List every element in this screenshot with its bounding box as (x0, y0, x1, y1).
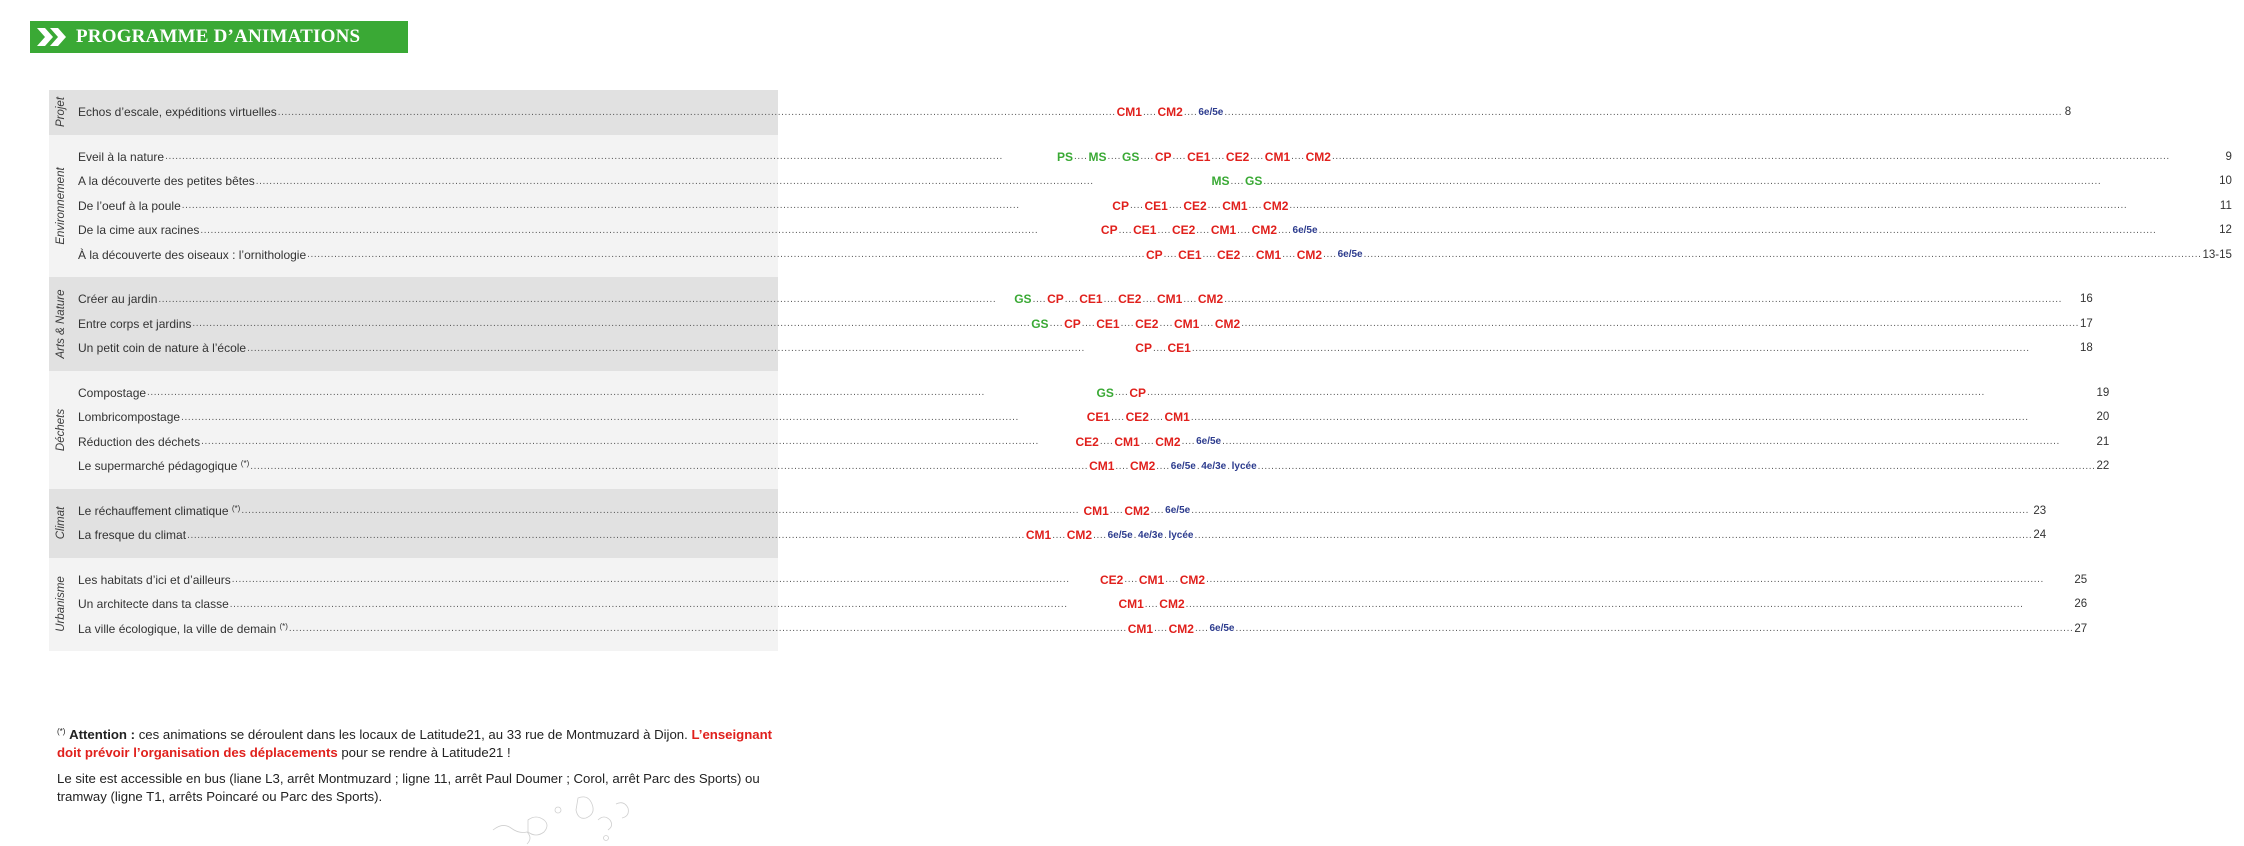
level-tag: CE1 (1187, 149, 1211, 164)
dot-leader (181, 412, 1086, 423)
animation-title-text: Echos d’escale, expéditions virtuelles (78, 105, 277, 120)
animation-title (78, 292, 157, 306)
animation-row[interactable] (73, 499, 2046, 524)
animation-row[interactable] (73, 312, 2093, 337)
attention-note (57, 723, 775, 762)
level-tag: CM1 (1173, 316, 1200, 331)
animation-title (78, 341, 246, 355)
dot-leader (256, 176, 1211, 187)
level-separator: .... (1142, 106, 1157, 118)
level-tag: lycée (1231, 460, 1257, 472)
page-number: 23 (2033, 504, 2047, 517)
level-tag: GS (1014, 292, 1032, 307)
level-separator: .... (1194, 623, 1209, 635)
level-tag: CM1 (1164, 410, 1190, 425)
dot-leader (247, 343, 1134, 354)
level-separator: .... (1124, 574, 1138, 586)
animation-row[interactable] (73, 100, 2071, 125)
level-tag: 6e/5e (1196, 436, 1222, 448)
level-tag: CM2 (1129, 459, 1156, 474)
animation-title (78, 504, 240, 518)
animation-title-text: De la cime aux racines (78, 223, 200, 238)
level-separator: .... (1149, 411, 1164, 423)
dot-leader (1236, 623, 2074, 634)
dot-leader (1222, 436, 2095, 447)
level-tag: GS (1122, 149, 1140, 164)
level-separator: .... (1156, 460, 1170, 472)
animation-title-text: Créer au jardin (78, 292, 158, 307)
animation-title-text: Le réchauffement climatique (78, 503, 229, 518)
page-number: 16 (2080, 293, 2093, 306)
level-tag: lycée (1168, 529, 1194, 541)
level-tag: CM2 (1179, 572, 1206, 587)
level-separator: .... (1081, 318, 1096, 330)
animation-row[interactable] (73, 194, 2232, 219)
animation-row[interactable] (73, 592, 2087, 617)
level-separator: .... (1159, 318, 1173, 330)
page-number: 13-15 (2202, 248, 2232, 261)
animation-title (78, 386, 146, 400)
level-separator: .... (1211, 151, 1225, 163)
page-number: 17 (2080, 317, 2093, 330)
level-tag: GS (1031, 316, 1049, 331)
page-number: 10 (2219, 175, 2232, 188)
level-tag: CP (1112, 198, 1129, 213)
animation-table (49, 90, 2232, 651)
animation-row[interactable] (73, 430, 2109, 455)
attention-tail: pour se rendre à Latitude21 ! (337, 745, 511, 760)
dot-leader (200, 225, 1100, 236)
animation-title (78, 622, 288, 636)
animation-title-text: Compostage (78, 385, 147, 400)
animation-row[interactable] (73, 617, 2087, 642)
page-number: 22 (2096, 460, 2110, 473)
level-tag: CE2 (1075, 434, 1099, 449)
level-tag: CM2 (1066, 528, 1093, 543)
level-tag: 4e/3e (1201, 460, 1227, 472)
animation-row[interactable] (73, 405, 2109, 430)
level-tag: CP (1047, 292, 1064, 307)
animation-title (78, 150, 164, 164)
section-environnement (49, 135, 2232, 278)
level-tag: CP (1064, 316, 1081, 331)
animation-title-text: Un petit coin de nature à l’école (78, 341, 247, 356)
page-number: 19 (2096, 386, 2110, 399)
level-tag: CE2 (1183, 198, 1207, 213)
dot-leader (1192, 343, 2079, 354)
level-tag: CM1 (1127, 621, 1154, 636)
level-tag: CM2 (1159, 597, 1185, 612)
level-tag: CM1 (1210, 223, 1237, 238)
animation-title (78, 105, 277, 119)
level-tag: 4e/3e (1138, 529, 1164, 541)
dot-leader (307, 249, 1145, 260)
section-climat (49, 489, 2047, 558)
level-tag: CE1 (1079, 292, 1103, 307)
level-tag: CE2 (1100, 572, 1124, 587)
animation-title (78, 573, 231, 587)
level-tag: CM2 (1168, 621, 1194, 636)
page-number: 27 (2074, 622, 2088, 635)
level-separator: .... (1248, 200, 1263, 212)
animation-title-text: La ville écologique, la ville de demain (78, 621, 277, 636)
double-chevron-icon (36, 27, 70, 47)
access-note: Le site est accessible en bus (liane L3, arrêt Montmuzard ; ligne 11, arrêt Paul Doumer ; Corol, arrêt Parc des Sports) ou tramway (ligne T1, arrêts Poincaré ou Parc des Sports). (57, 771, 760, 804)
level-separator: .... (1120, 318, 1135, 330)
page-number: 25 (2074, 573, 2088, 586)
level-tag: CM2 (1197, 292, 1224, 307)
level-separator: .... (1230, 175, 1245, 187)
dot-leader (1206, 574, 2073, 585)
dot-leader (182, 200, 1112, 211)
level-tag: CE2 (1118, 292, 1142, 307)
level-tag: 6e/5e (1107, 529, 1133, 541)
level-separator: .... (1140, 151, 1154, 163)
animation-title-text: Le supermarché pédagogique (78, 459, 238, 474)
animation-row[interactable] (73, 145, 2232, 170)
page-number: 24 (2033, 529, 2047, 542)
dot-leader (232, 574, 1099, 585)
dot-leader (158, 294, 1013, 305)
attention-label: Attention : (69, 727, 136, 742)
level-tag: CP (1154, 149, 1172, 164)
level-separator: .... (1323, 249, 1337, 261)
level-tag: PS (1056, 149, 1073, 164)
animation-title (78, 248, 306, 262)
animation-title (78, 174, 255, 188)
level-separator: .... (1196, 224, 1210, 236)
dot-leader (278, 107, 1116, 118)
dot-leader (1289, 200, 2219, 211)
level-tag: CM1 (1118, 597, 1144, 612)
level-separator: .... (1099, 436, 1114, 448)
section-label (49, 97, 73, 128)
level-tag: CM1 (1156, 292, 1183, 307)
level-separator: .... (1129, 200, 1144, 212)
level-separator: .... (1032, 293, 1047, 305)
level-tag: CM2 (1155, 434, 1181, 449)
dot-leader (230, 599, 1118, 610)
level-separator: .... (1111, 411, 1125, 423)
level-tag: CM1 (1255, 247, 1282, 262)
dot-leader (241, 505, 1082, 516)
section-label-text: Projet (55, 97, 67, 128)
section-label (49, 568, 73, 642)
animation-row[interactable] (73, 218, 2232, 243)
section-banner (30, 21, 408, 53)
dot-leader (1147, 387, 2095, 398)
level-tag: CM2 (1305, 149, 1331, 164)
level-separator: .... (1183, 293, 1197, 305)
level-tag: CM1 (1114, 434, 1140, 449)
asterisk-mark: (*) (231, 503, 241, 513)
level-tag: CM2 (1157, 105, 1183, 120)
level-tag: CE2 (1217, 247, 1241, 262)
level-tag: CE1 (1086, 410, 1111, 425)
level-separator: .... (1142, 293, 1156, 305)
asterisk-mark: (*) (240, 459, 250, 469)
level-tag: CE2 (1125, 410, 1149, 425)
section-dechets (49, 371, 2110, 489)
level-tag: CM1 (1116, 105, 1142, 120)
level-tag: 6e/5e (1198, 106, 1224, 118)
animation-title (78, 223, 199, 237)
animation-row[interactable] (73, 523, 2046, 548)
dot-leader (1224, 294, 2079, 305)
travel-warning: L’enseignant doit prévoir l’organisation des déplacements (57, 727, 773, 760)
level-tag: MS (1211, 174, 1230, 189)
dot-leader (1194, 530, 2032, 541)
dot-leader (1191, 505, 2032, 516)
page-number: 9 (2225, 150, 2232, 163)
animation-title (78, 528, 186, 542)
animation-title-text: À la découverte des oiseaux : l’ornithologie (78, 247, 307, 262)
level-tag: CM1 (1138, 572, 1165, 587)
level-tag: CM1 (1264, 149, 1291, 164)
dot-leader (201, 436, 1074, 447)
section-label-text: Environnement (55, 167, 67, 245)
animation-title (78, 199, 181, 213)
level-separator: .... (1172, 151, 1187, 163)
level-tag: 6e/5e (1165, 505, 1191, 517)
animation-title (78, 435, 200, 449)
level-tag: CE2 (1171, 223, 1196, 238)
level-tag: CM2 (1263, 198, 1289, 213)
animation-title (78, 597, 229, 611)
dot-leader (192, 318, 1030, 329)
level-separator: .... (1107, 151, 1122, 163)
level-tag: CE1 (1133, 223, 1157, 238)
level-separator: .... (1183, 106, 1198, 118)
dot-leader (1241, 318, 2079, 329)
animation-title (78, 459, 249, 473)
level-tag: CE1 (1096, 316, 1120, 331)
dot-leader (1263, 176, 2218, 187)
section-label (49, 499, 73, 548)
level-tag: CP (1100, 223, 1118, 238)
animation-row[interactable] (73, 381, 2109, 406)
level-tag: CM1 (1089, 459, 1115, 474)
page-number: 18 (2080, 342, 2093, 355)
level-tag: CP (1135, 341, 1152, 356)
map-outline-decoration (488, 790, 648, 846)
dot-leader (1186, 599, 2074, 610)
level-separator: .... (1152, 342, 1167, 354)
level-separator: .... (1103, 293, 1118, 305)
level-separator: . (1133, 529, 1138, 541)
animation-title-text: De l’oeuf à la poule (78, 198, 181, 213)
page-number: 12 (2219, 224, 2232, 237)
page-number: 8 (2064, 106, 2072, 119)
animation-title-text: Entre corps et jardins (78, 316, 192, 331)
level-separator: .... (1064, 293, 1079, 305)
level-tag: CP (1145, 247, 1163, 262)
level-separator: .... (1291, 151, 1305, 163)
dot-leader (1364, 249, 2202, 260)
level-tag: 6e/5e (1337, 249, 1363, 261)
animation-title-text: Les habitats d’ici et d’ailleurs (78, 572, 231, 587)
dot-leader (1332, 151, 2223, 162)
level-separator: .... (1163, 249, 1178, 261)
section-label-text: Déchets (55, 408, 67, 451)
dot-leader (1191, 412, 2096, 423)
page-title: PROGRAMME D’ANIMATIONS (76, 26, 361, 47)
level-separator: .... (1202, 249, 1217, 261)
level-tag: CE1 (1178, 247, 1202, 262)
animation-title-text: Eveil à la nature (78, 149, 165, 164)
level-separator: . (1164, 529, 1168, 541)
level-separator: .... (1250, 151, 1264, 163)
level-separator: .... (1157, 224, 1171, 236)
level-separator: .... (1115, 460, 1129, 472)
section-label-text: Climat (55, 506, 67, 540)
level-separator: .... (1114, 387, 1129, 399)
level-tag: CE1 (1167, 341, 1191, 356)
level-tag: CM1 (1222, 198, 1248, 213)
level-tag: 6e/5e (1170, 460, 1196, 472)
asterisk-mark: (*) (57, 727, 66, 736)
level-separator: .... (1150, 505, 1165, 517)
level-separator: .... (1093, 529, 1107, 541)
page-number: 26 (2074, 598, 2088, 611)
dot-leader (165, 151, 1056, 162)
level-separator: .... (1200, 318, 1214, 330)
dot-leader (250, 461, 1088, 472)
asterisk-mark: (*) (279, 621, 288, 631)
level-separator: .... (1154, 623, 1168, 635)
section-label (49, 145, 73, 268)
level-tag: GS (1245, 174, 1263, 189)
section-label-text: Urbanisme (55, 576, 67, 633)
level-separator: .... (1278, 224, 1292, 236)
level-tag: CE1 (1144, 198, 1168, 213)
attention-text: ces animations se déroulent dans les locaux de Latitude21, au 33 rue de Montmuzard à Dijon. (135, 727, 692, 742)
section-label-text: Arts & Nature (55, 289, 67, 359)
dot-leader (289, 623, 1127, 634)
level-tag: CP (1129, 385, 1147, 400)
animation-row[interactable] (73, 568, 2087, 593)
section-label (49, 287, 73, 361)
animation-title (78, 410, 180, 424)
level-tag: CM2 (1214, 316, 1241, 331)
level-tag: CE2 (1225, 149, 1250, 164)
animation-row[interactable] (73, 243, 2232, 268)
section-urbanisme (49, 558, 2088, 652)
animation-row[interactable] (73, 169, 2232, 194)
page-number: 21 (2096, 435, 2110, 448)
section-projet (49, 90, 2072, 135)
level-tag: CM2 (1296, 247, 1323, 262)
level-separator: .... (1241, 249, 1255, 261)
dot-leader (1224, 107, 2062, 118)
level-separator: .... (1282, 249, 1296, 261)
page-number: 20 (2096, 411, 2110, 424)
animation-title-text: La fresque du climat (78, 528, 187, 543)
dot-leader (1258, 461, 2096, 472)
level-separator: .... (1181, 436, 1196, 448)
level-separator: . (1227, 460, 1231, 472)
dot-leader (1319, 225, 2219, 236)
level-separator: .... (1073, 151, 1088, 163)
animation-row[interactable] (73, 454, 2109, 479)
level-separator: .... (1168, 200, 1183, 212)
level-separator: .... (1140, 436, 1155, 448)
level-separator: .... (1109, 505, 1124, 517)
animation-title-text: Réduction des déchets (78, 434, 201, 449)
section-arts-nature (49, 277, 2093, 371)
dot-leader (147, 387, 1095, 398)
dot-leader (187, 530, 1025, 541)
level-separator: .... (1165, 574, 1179, 586)
animation-title (78, 317, 191, 331)
animation-title-text: Un architecte dans ta classe (78, 597, 229, 612)
level-tag: CE2 (1135, 316, 1159, 331)
level-separator: .... (1052, 529, 1066, 541)
animation-title-text: A la découverte des petites bêtes (78, 174, 255, 189)
level-tag: GS (1096, 385, 1114, 400)
section-label (49, 381, 73, 479)
animation-title-text: Lombricompostage (78, 410, 181, 425)
level-separator: .... (1237, 224, 1251, 236)
level-tag: CM1 (1025, 528, 1052, 543)
level-tag: CM2 (1124, 503, 1150, 518)
level-tag: 6e/5e (1292, 224, 1318, 236)
level-separator: .... (1144, 598, 1159, 610)
animation-row[interactable] (73, 287, 2093, 312)
page-number: 11 (2219, 199, 2232, 212)
level-tag: 6e/5e (1209, 623, 1235, 635)
level-tag: MS (1088, 149, 1107, 164)
notes-block (57, 723, 775, 814)
level-separator: .... (1207, 200, 1222, 212)
level-tag: CM1 (1083, 503, 1109, 518)
level-tag: CM2 (1251, 223, 1278, 238)
animation-row[interactable] (73, 336, 2093, 361)
level-separator: . (1196, 460, 1201, 472)
level-separator: .... (1049, 318, 1064, 330)
level-separator: .... (1118, 224, 1133, 236)
